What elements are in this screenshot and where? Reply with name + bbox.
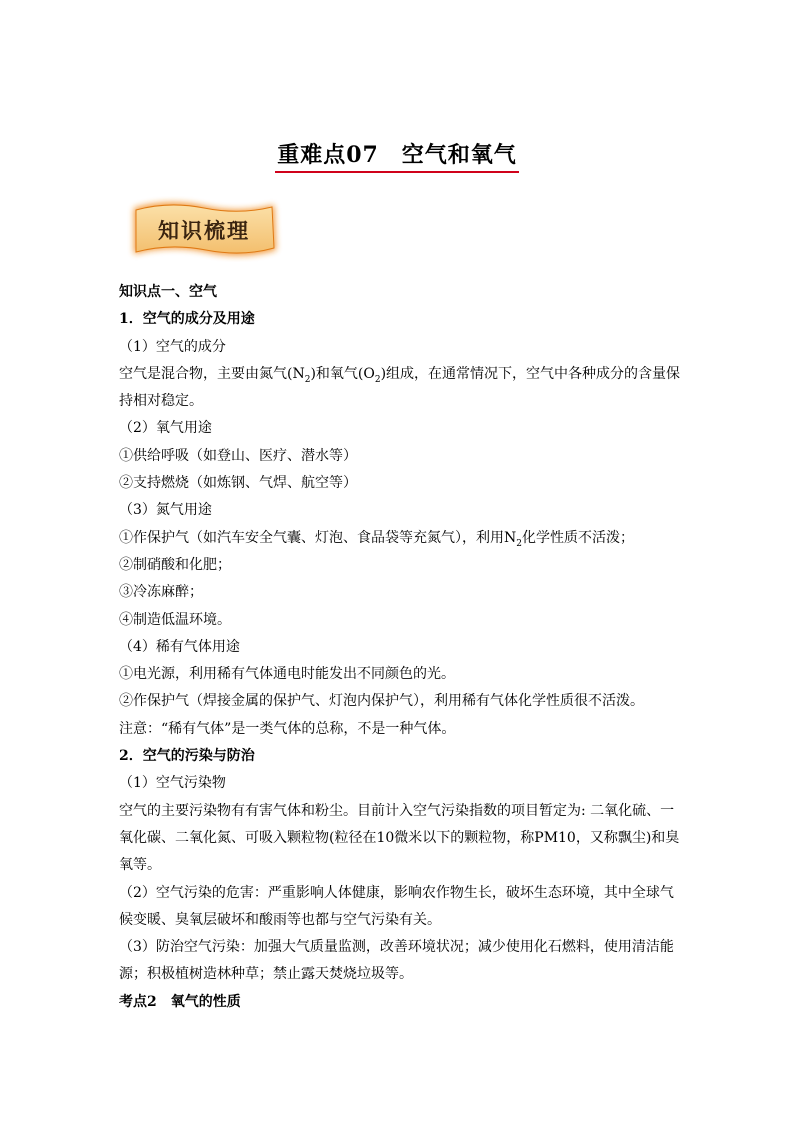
section-heading: 考点2 氧气的性质 (119, 993, 241, 1010)
text-line: （3）氮气用途 (119, 502, 212, 519)
subscript: 2 (516, 538, 522, 549)
text-line: ③冷冻麻醉； (119, 584, 203, 601)
text-line: 源；积极植树造林种草；禁止露天焚烧垃圾等。 (119, 966, 413, 983)
body-text (119, 279, 679, 1016)
subscript: 2 (374, 374, 381, 385)
banner-label: 知识梳理 (158, 219, 250, 243)
section-heading: 2．空气的污染与防治 (119, 748, 255, 765)
text-line (119, 361, 679, 388)
text-line: 注意：“稀有气体”是一类气体的总称，不是一种气体。 (119, 720, 456, 737)
text-segment: )组成，在通常情况下，空气中各种成分的含量保 (380, 365, 681, 382)
text-line: ②作保护气（焊接金属的保护气、灯泡内保护气），利用稀有气体化学性质很不活泼。 (119, 693, 644, 710)
knowledge-banner (124, 196, 284, 262)
text-line: ②制硝酸和化肥； (119, 556, 231, 573)
text-line: 持相对稳定。 (119, 393, 203, 410)
page-title: 重难点07 空气和氧气 (275, 138, 519, 173)
text-line: 候变暖、臭氧层破坏和酸雨等也都与空气污染有关。 (119, 911, 441, 928)
text-line: （3）防治空气污染：加强大气质量监测，改善环境状况；减少使用化石燃料，使用清洁能 (119, 939, 674, 956)
subscript: 2 (304, 374, 311, 385)
text-segment: )和氧气(O (310, 365, 375, 382)
title-area (0, 138, 794, 173)
section-heading: 知识点一、空气 (119, 284, 217, 300)
text-line: （1）空气污染物 (119, 775, 226, 792)
text-line: ④制造低温环境。 (119, 611, 231, 628)
text-segment: ①作保护气（如汽车安全气囊、灯泡、食品袋等充氮气），利用N (119, 529, 517, 546)
text-line: ②支持燃烧（如炼钢、气焊、航空等） (119, 475, 357, 492)
text-line: （2）氧气用途 (119, 420, 212, 437)
section-heading: 1．空气的成分及用途 (119, 311, 255, 328)
text-line: （4）稀有气体用途 (119, 638, 240, 655)
text-segment: 空气是混合物，主要由氮气(N (119, 365, 305, 382)
text-line: ①供给呼吸（如登山、医疗、潜水等） (119, 447, 357, 464)
text-line: 氧等。 (119, 857, 161, 874)
text-line: （1）空气的成分 (119, 338, 226, 355)
text-line: 空气的主要污染物有有害气体和粉尘。目前计入空气污染指数的项目暂定为: 二氧化硫、一 (119, 802, 675, 819)
text-line: ①电光源，利用稀有气体通电时能发出不同颜色的光。 (119, 666, 455, 683)
text-line: （2）空气污染的危害：严重影响人体健康，影响农作物生长，破坏生态环境，其中全球气 (119, 884, 674, 901)
text-segment: 化学性质不活泼； (521, 529, 634, 546)
text-line: 氧化碳、二氧化氮、可吸入颗粒物(粒径在10微米以下的颗粒物，称PM10，又称飘尘)和臭 (119, 829, 680, 846)
text-line (119, 525, 679, 552)
